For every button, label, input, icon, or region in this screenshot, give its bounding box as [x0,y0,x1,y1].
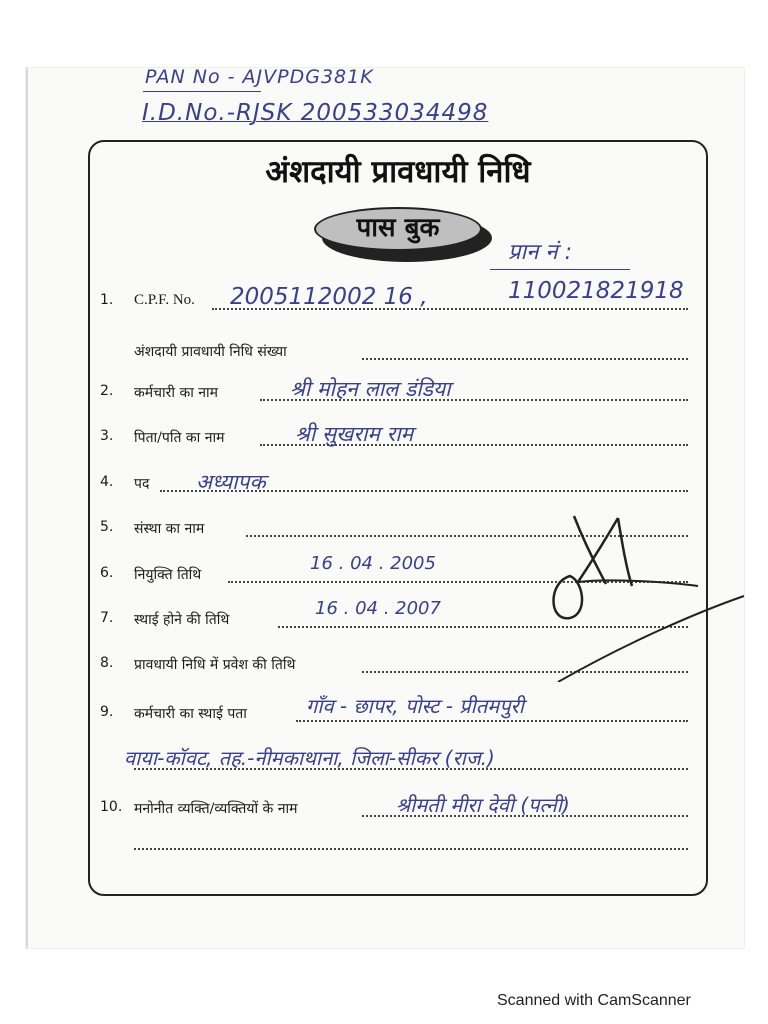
dotted-line [362,358,688,360]
address-line1-handwritten: गाँव - छापर, पोस्ट - प्रीतमपुरी [306,694,524,718]
row-number: 10. [100,799,123,815]
cpf-value-handwritten: 2005112002 16 , [230,284,428,310]
row-label: कर्मचारी का नाम [134,385,219,401]
form-row-address-cont [100,746,700,782]
appointment-date-handwritten: 16 . 04 . 2005 [310,553,436,574]
row-number: 5. [100,519,114,535]
form-row-address [100,694,700,734]
address-line2-handwritten: वाया-कॉवट, तह.-नीमकाथाना, जिला-सीकर (राज.) [124,746,495,770]
pran-underline [490,269,630,270]
row-label: अंशदायी प्रावधायी निधि संख्या [134,344,287,360]
row-label: प्रावधायी निधि में प्रवेश की तिथि [134,657,296,673]
nominee-handwritten: श्रीमती मीरा देवी (पत्नी) [396,793,570,817]
row-number: 2. [100,383,114,399]
dotted-line [134,848,688,850]
form-row-father-name [100,422,700,458]
row-label: स्थाई होने की तिथि [134,612,230,628]
row-number: 1. [100,292,114,308]
employee-name-handwritten: श्री मोहन लाल डंडिया [290,377,451,401]
row-label: संस्था का नाम [134,521,205,537]
row-label: पिता/पति का नाम [134,430,225,446]
signature-mark [548,512,748,682]
father-name-handwritten: श्री सुखराम राम [295,422,414,446]
pan-number-handwritten: PAN No - AJVPDG381K [145,66,374,88]
form-row-employee-name [100,377,700,413]
designation-handwritten: अध्यापक [196,470,266,494]
scanner-watermark: Scanned with CamScanner [497,992,691,1009]
form-row-nominee [100,793,700,829]
row-number: 8. [100,655,114,671]
row-label: मनोनीत व्यक्ति/व्यक्तियों के नाम [134,801,298,817]
row-label: पद [134,476,150,492]
row-number: 9. [100,704,114,720]
row-label: कर्मचारी का स्थाई पता [134,706,247,722]
form-row-cpf [100,278,700,322]
pan-underline [143,91,261,92]
pran-value-handwritten: 110021821918 [508,278,684,304]
form-row-fund-number [100,342,700,372]
row-label: नियुक्ति तिथि [134,567,202,583]
form-row-designation [100,470,700,504]
row-number: 6. [100,565,114,581]
row-label: C.P.F. No. [134,292,195,308]
form-row-nominee-cont [100,832,700,862]
id-number-handwritten: I.D.No.-RJSK 200533034498 [142,100,489,126]
page-title: अंशदायी प्रावधायी निधि [265,154,531,190]
row-number: 3. [100,428,114,444]
permanent-date-handwritten: 16 . 04 . 2007 [315,598,441,619]
row-number: 7. [100,610,114,626]
pran-label-handwritten: प्रान नं : [508,240,573,265]
row-number: 4. [100,474,114,490]
passbook-badge: पास बुक [314,207,482,251]
dotted-line [296,720,688,722]
